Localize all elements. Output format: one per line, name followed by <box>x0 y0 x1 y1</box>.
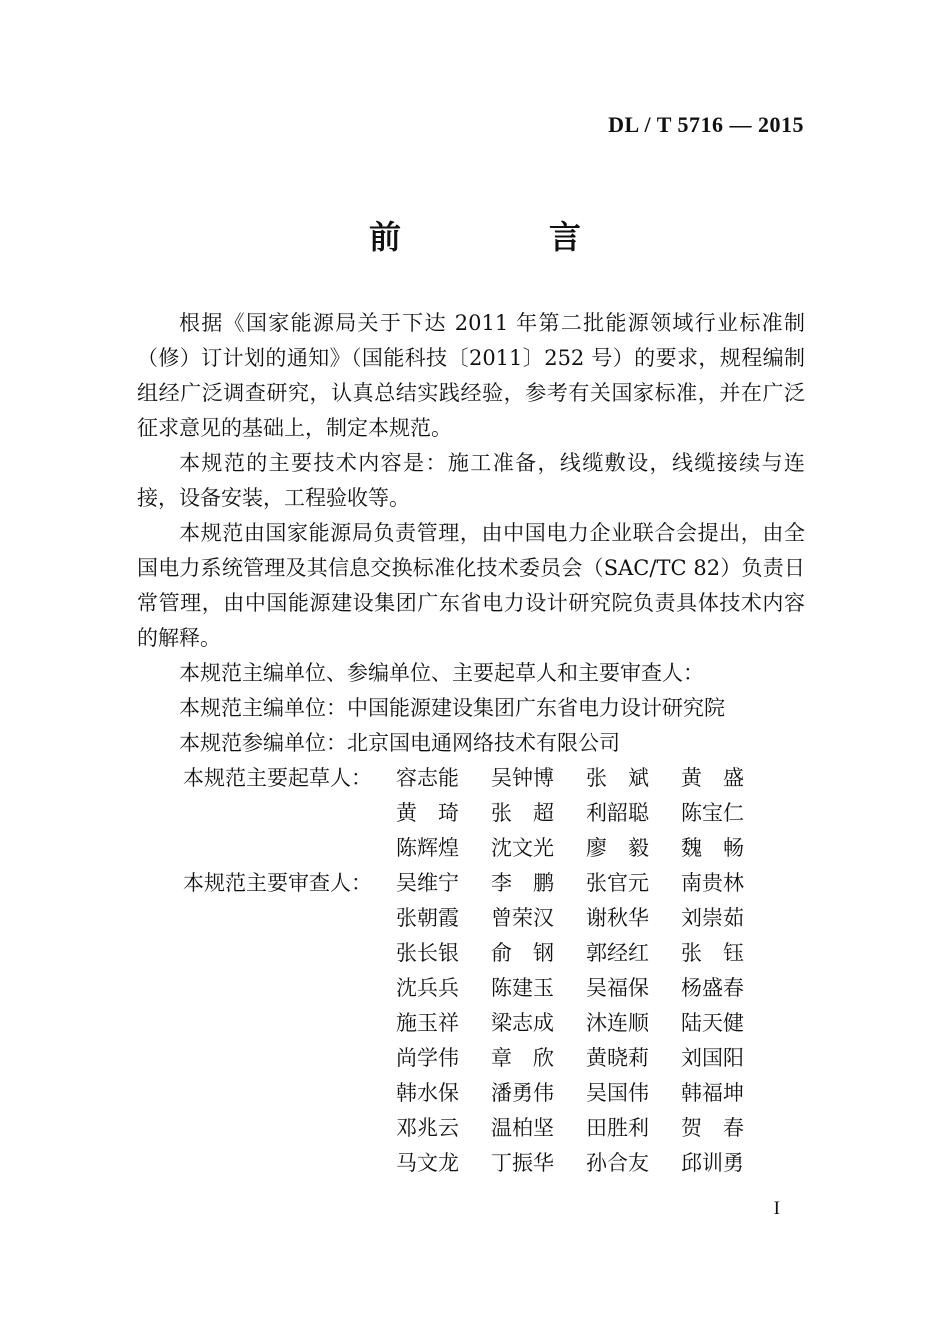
person-name: 魏 畅 <box>681 836 744 860</box>
chief-editor-line: 本规范主编单位：中国能源建设集团广东省电力设计研究院 <box>179 696 725 720</box>
person-name: 俞 钢 <box>491 941 554 965</box>
person-name: 刘崇茹 <box>681 906 744 930</box>
person-name: 张朝霞 <box>396 906 459 930</box>
drafters-list <box>137 761 805 866</box>
person-name: 沈文光 <box>491 836 554 860</box>
paragraph: 本规范主编单位、参编单位、主要起草人和主要审查人： <box>179 661 704 685</box>
drafters-row <box>137 796 805 831</box>
reviewers-row <box>137 1111 805 1146</box>
person-name: 张长银 <box>396 941 459 965</box>
page-title: 前 言 <box>368 218 639 256</box>
person-name: 郭经红 <box>586 941 649 965</box>
reviewers-row <box>137 866 805 901</box>
person-name: 尚学伟 <box>396 1046 459 1070</box>
paragraph: 本规范的主要技术内容是：施工准备，线缆敷设，线缆接续与连接，设备安装，工程验收等。 <box>137 451 805 510</box>
person-name: 施玉祥 <box>396 1011 459 1035</box>
person-name: 杨盛春 <box>681 976 744 1000</box>
document-code: DL / T 5716 — 2015 <box>608 112 804 137</box>
person-name: 曾荣汉 <box>491 906 554 930</box>
person-name: 吴福保 <box>586 976 649 1000</box>
paragraph: 根据《国家能源局关于下达 2011 年第二批能源领域行业标准制（修）订计划的通知》（国能科技〔2011〕252 号）的要求，规程编制组经广泛调查研究，认真总结实践经验，参考有关国家标准，并在广泛征求意见的基础上，制定本规范。 <box>137 311 805 440</box>
person-name: 黄 琦 <box>396 801 459 825</box>
person-name: 张 超 <box>491 801 554 825</box>
person-name: 谢秋华 <box>586 906 649 930</box>
reviewers-label: 本规范主要审查人： <box>183 871 372 895</box>
person-name: 贺 春 <box>681 1116 744 1140</box>
person-name: 梁志成 <box>491 1011 554 1035</box>
person-name: 黄 盛 <box>681 766 744 790</box>
reviewers-row <box>137 1041 805 1076</box>
person-name: 陈辉煌 <box>396 836 459 860</box>
person-name: 温柏坚 <box>491 1116 554 1140</box>
person-name: 吴维宁 <box>396 871 459 895</box>
reviewers-row <box>137 1006 805 1041</box>
person-name: 利韶聪 <box>586 801 649 825</box>
person-name: 张 钰 <box>681 941 744 965</box>
person-name: 沈兵兵 <box>396 976 459 1000</box>
person-name: 容志能 <box>396 766 459 790</box>
page-number: I <box>773 1198 780 1219</box>
person-name: 孙合友 <box>586 1151 649 1175</box>
person-name: 张 斌 <box>586 766 649 790</box>
person-name: 韩福坤 <box>681 1081 744 1105</box>
person-name: 邱训勇 <box>681 1151 744 1175</box>
person-name: 吴钟博 <box>491 766 554 790</box>
person-name: 陆天健 <box>681 1011 744 1035</box>
reviewers-row <box>137 1146 805 1181</box>
participating-unit-line: 本规范参编单位：北京国电通网络技术有限公司 <box>179 731 620 755</box>
person-name: 黄晓莉 <box>586 1046 649 1070</box>
drafters-label: 本规范主要起草人： <box>183 766 372 790</box>
reviewers-row <box>137 1076 805 1111</box>
person-name: 南贵林 <box>681 871 744 895</box>
reviewers-row <box>137 971 805 1006</box>
person-name: 韩水保 <box>396 1081 459 1105</box>
person-name: 廖 毅 <box>586 836 649 860</box>
person-name: 李 鹏 <box>491 871 554 895</box>
person-name: 吴国伟 <box>586 1081 649 1105</box>
reviewers-row <box>137 936 805 971</box>
person-name: 陈宝仁 <box>681 801 744 825</box>
foreword-body <box>137 306 805 1181</box>
person-name: 马文龙 <box>396 1151 459 1175</box>
reviewers-list <box>137 866 805 1181</box>
person-name: 章 欣 <box>491 1046 554 1070</box>
person-name: 潘勇伟 <box>491 1081 554 1105</box>
person-name: 丁振华 <box>491 1151 554 1175</box>
reviewers-row <box>137 901 805 936</box>
drafters-row <box>137 831 805 866</box>
person-name: 张官元 <box>586 871 649 895</box>
person-name: 邓兆云 <box>396 1116 459 1140</box>
person-name: 田胜利 <box>586 1116 649 1140</box>
person-name: 刘国阳 <box>681 1046 744 1070</box>
paragraph: 本规范由国家能源局负责管理，由中国电力企业联合会提出，由全国电力系统管理及其信息交换标准化技术委员会（SAC/TC 82）负责日常管理，由中国能源建设集团广东省电力设计研究院负责具体技术内容的解释。 <box>137 521 805 650</box>
drafters-row <box>137 761 805 796</box>
person-name: 沐连顺 <box>586 1011 649 1035</box>
person-name: 陈建玉 <box>491 976 554 1000</box>
